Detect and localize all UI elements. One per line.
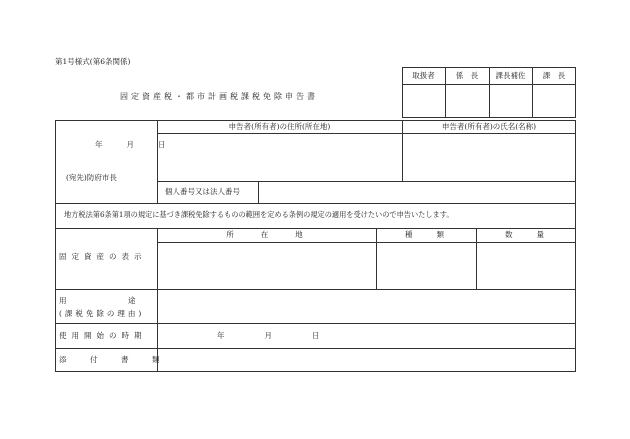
purpose-label-1: 用 途 (59, 296, 140, 305)
asset-label: 固定資産の表示 (59, 252, 147, 261)
addressee: (宛先)防府市長 (66, 173, 117, 182)
asset-col-type: 種 類 (405, 230, 447, 239)
address-header: 申告者(所有者)の住所(所在地) (228, 122, 331, 131)
attachments-field[interactable] (158, 349, 575, 371)
approval-stamp-handler[interactable] (403, 85, 444, 117)
purpose-label-2: (課税免除の理由) (59, 309, 145, 318)
approval-header-deputy: 課長補佐 (495, 71, 526, 80)
form-id: 第1号様式(第6条関係) (55, 57, 131, 66)
approval-stamp-manager[interactable] (533, 85, 575, 117)
declaration-text: 地方税法第6条第1項の規定に基づき課税免除するものの範囲を定める条例の規定の適用を受けたいので申告いたします。 (64, 210, 454, 219)
date-label: 年 月 日 (95, 140, 169, 149)
asset-col-location: 所 在 地 (226, 230, 307, 239)
purpose-field[interactable] (158, 290, 575, 322)
attachments-label: 添 付 書 類 (59, 355, 168, 364)
address-field[interactable] (158, 134, 401, 180)
name-field[interactable] (403, 134, 575, 180)
approval-header-manager: 課 長 (542, 71, 566, 80)
approval-stamp-chief[interactable] (446, 85, 488, 117)
approval-stamp-deputy[interactable] (490, 85, 531, 117)
id-number-field[interactable] (259, 182, 575, 202)
name-header: 申告者(所有者)の氏名(名称) (441, 122, 537, 131)
asset-type-field[interactable] (377, 243, 475, 288)
form-title: 固定資産税・都市計画税課税免除申告書 (120, 92, 318, 101)
start-date-label: 使用開始の時期 (59, 331, 147, 340)
asset-location-field[interactable] (158, 243, 375, 288)
id-number-label: 個人番号又は法人番号 (165, 187, 240, 196)
approval-header-handler: 取扱者 (412, 71, 435, 80)
asset-quantity-field[interactable] (477, 243, 575, 288)
approval-header-chief: 係 長 (455, 71, 479, 80)
asset-col-quantity: 数 量 (505, 230, 547, 239)
start-date-value[interactable]: 年 月 日 (217, 331, 322, 340)
